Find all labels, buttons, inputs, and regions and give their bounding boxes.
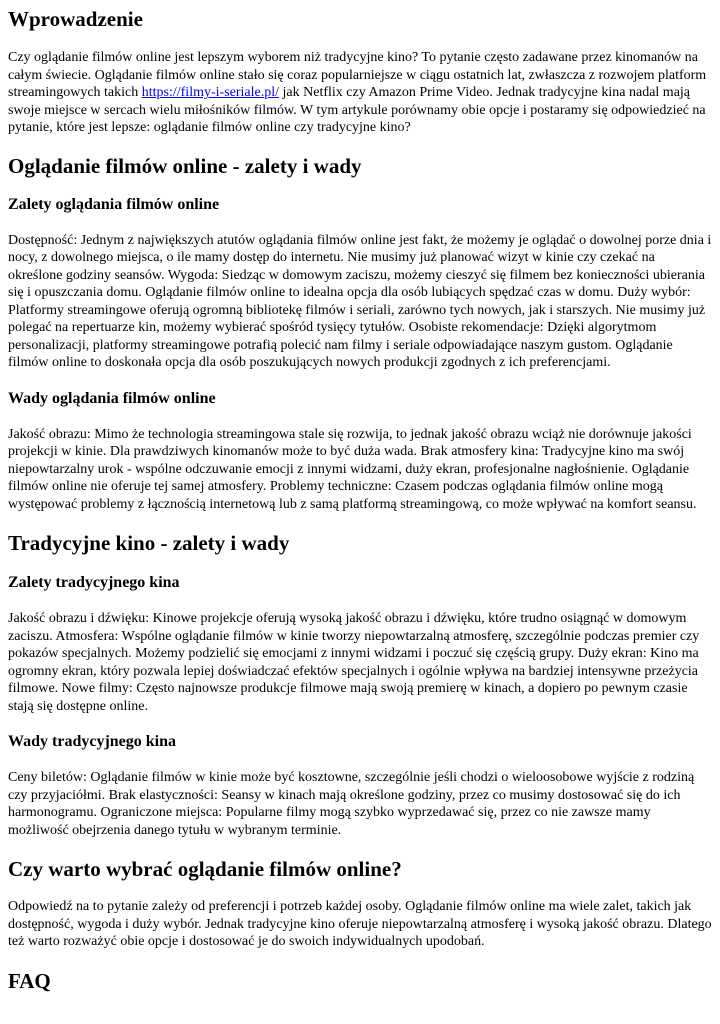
online-cons-heading: Wady oglądania filmów online [8, 389, 216, 407]
online-section-heading: Oglądanie filmów online - zalety i wady [8, 153, 362, 178]
cinema-cons-paragraph: Ceny biletów: Oglądanie filmów w kinie może być kosztowne, szczególnie jeśli chodzi o wieloosobowe wyjście z rodziną czy przyjaciółmi. Brak elastyczności: Seansy w kinach mają określone godziny, przez co musimy dostosować się do ich harmonogramu. Ograniczone miejsca: Popularne filmy mogą szybko wyprzedawać się, przez co nie zawsze mamy możliwość obejrzenia danego tytułu w wybranym terminie. [8, 770, 695, 838]
cinema-section-heading: Tradycyjne kino - zalety i wady [8, 531, 290, 555]
intro-text-after-link: jak Netflix czy Amazon Prime Video. Jednak tradycyjne kina nadal mają swoje miejsce w sercach wielu miłośników filmów. W tym artykule porównamy obie opcje i postaramy się odpowiedzieć na pytanie, które jest lepsze: oglądanie filmów online czy tradycyjne kino? [8, 85, 706, 135]
filmy-i-seriale-link[interactable]: https://filmy-i-seriale.pl/ [141, 85, 280, 100]
article [0, 6, 720, 994]
cinema-pros-paragraph: Jakość obrazu i dźwięku: Kinowe projekcje oferują wysoką jakość obrazu i dźwięku, które trudno osiągnąć w domowym zaciszu. Atmosfera: Wspólne oglądanie filmów w kinie tworzy niepowtarzalną atmosferę, szczególnie podczas premier czy pokazów specjalnych. Możemy podzielić się emocjami z innymi widzami i poczuć się częścią grupy. Duży ekran: Kino ma ogromny ekran, który pozwala lepiej doświadczać efektów specjalnych i ogólnie wpływa na bardziej intensywne przeżycia filmowe. Nowe filmy: Często najnowsze produkcje filmowe mają swoją premierę w kinach, a dopiero po pewnym czasie stają się dostępne online. [8, 611, 700, 714]
intro-text-before-link: Czy oglądanie filmów online jest lepszym wyborem niż tradycyjne kino? To pytanie często zadawane przez kinomanów na całym świecie. Oglądanie filmów online stało się coraz popularniejsze w ciągu ostatnich lat, zwłaszcza z rozwojem platform streamingowych takich [8, 50, 707, 100]
cinema-pros-heading: Zalety tradycyjnego kina [8, 574, 180, 591]
intro-paragraph [8, 49, 712, 137]
online-pros-paragraph: Dostępność: Jednym z największych atutów oglądania filmów online jest fakt, że możemy je oglądać o dowolnej porze dnia i nocy, z dowolnego miejsca, o ile mamy dostęp do internetu. Nie musimy już planować wizyt w kinie czy czekać na określone godziny seansów. Wygoda: Siedząc w domowym zaciszu, możemy cieszyć się filmem bez konieczności ubierania się i opuszczania domu. Oglądanie filmów online to idealna opcja dla osób lubiących spędzać czas w domu. Duży wybór: Platformy streamingowe oferują ogromną bibliotekę filmów i seriali, zarówno tych nowych, jak i starszych. Nie musimy już polegać na repertuarze kin, możemy wybierać spośród tysięcy tytułów. Osobiste rekomendacje: Dzięki algorytmom personalizacji, platformy streamingowe potrafią polecić nam filmy i seriale odpowiadające naszym gustom. Oglądanie filmów online to doskonała opcja dla osób poszukujących nowych produkcji zgodnych z ich preferencjami. [8, 232, 712, 370]
faq-heading: FAQ [8, 968, 51, 993]
worth-paragraph: Odpowiedź na to pytanie zależy od preferencji i potrzeb każdej osoby. Oglądanie filmów online ma wiele zalet, takich jak dostępność, wygoda i duży wybór. Jednak tradycyjne kino oferuje niepowtarzalną atmosferę i wysoką jakość obrazu. Dlatego też warto rozważyć obie opcje i dostosować je do swoich indywidualnych upodobań. [8, 899, 712, 949]
online-cons-paragraph: Jakość obrazu: Mimo że technologia streamingowa stale się rozwija, to jednak jakość obrazu wciąż nie dorównuje jakości projekcji w kinie. Dla prawdziwych kinomanów może to być duża wada. Brak atmosfery kina: Tradycyjne kino ma swój niepowtarzalny urok - wspólne odczuwanie emocji z innymi widzami, duży ekran, profesjonalne nagłośnienie. Oglądanie filmów online nie oferuje tej samej atmosfery. Problemy techniczne: Czasem podczas oglądania filmów online mogą występować problemy z łącznością internetową lub z samą platformą streamingową, co może wpływać na komfort seansu. [8, 426, 697, 512]
intro-heading: Wprowadzenie [8, 7, 143, 31]
worth-section-heading: Czy warto wybrać oglądanie filmów online? [8, 857, 402, 881]
online-pros-heading: Zalety oglądania filmów online [8, 195, 220, 213]
cinema-cons-heading: Wady tradycyjnego kina [8, 733, 177, 750]
